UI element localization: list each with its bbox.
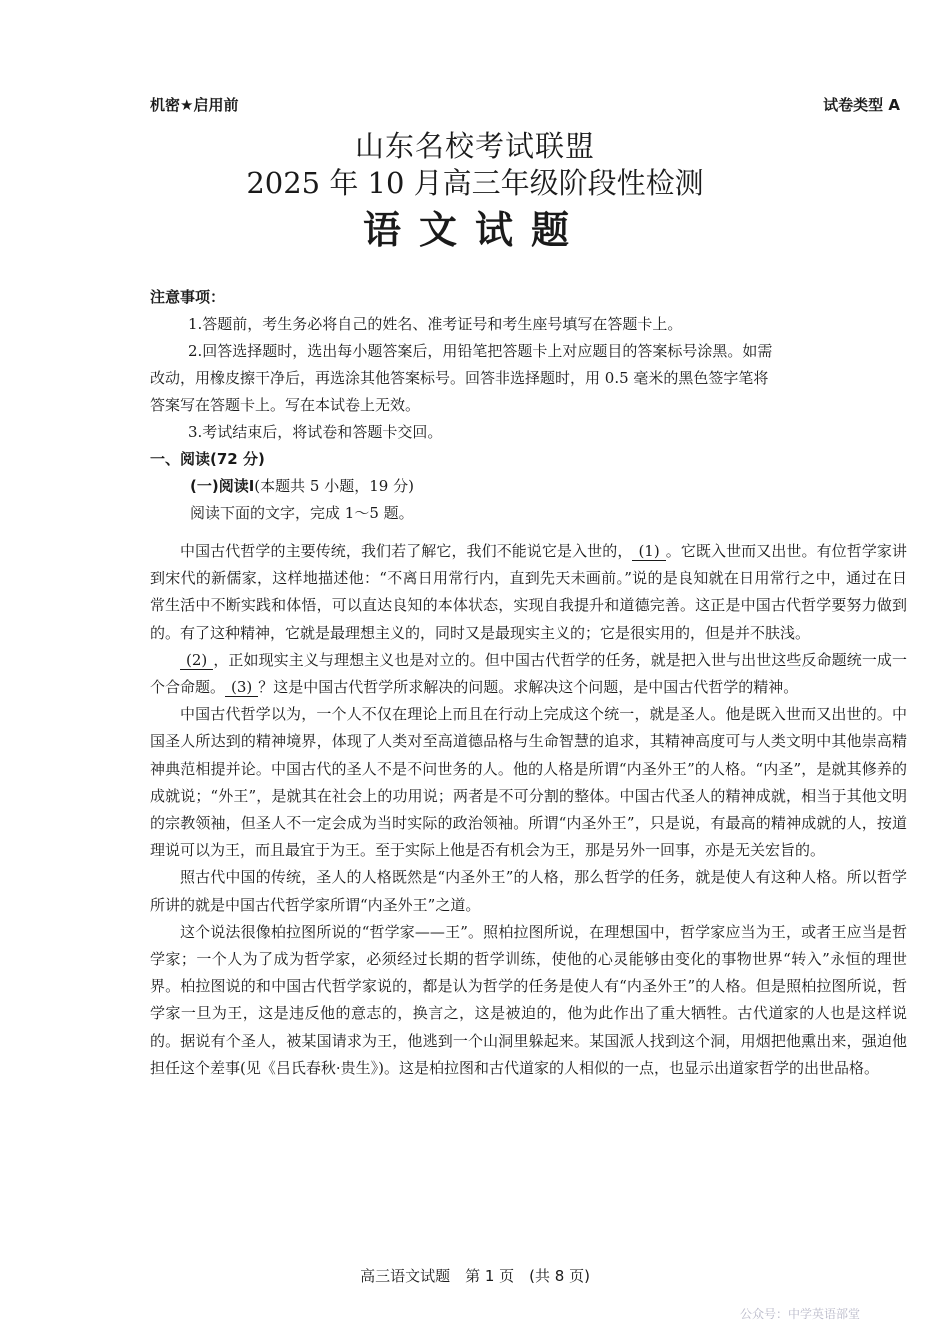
passage-paragraph-1 xyxy=(150,538,907,647)
notice-section xyxy=(150,284,912,527)
passage-text: 中国古代哲学的主要传统，我们若了解它，我们不能说它是入世的， xyxy=(180,542,633,560)
notice-item-1: 1.答题前，考生务必将自己的姓名、准考证号和考生座号填写在答题卡上。 xyxy=(188,315,683,333)
passage-paragraph-5: 这个说法很像柏拉图所说的“哲学家——王”。照柏拉图所说，在理想国中，哲学家应当为王，或者王应当是哲学家；一个人为了成为哲学家，必须经过长期的哲学训练，使他的心灵能够由变化的事物世界“转入”永恒的理世界。柏拉图说的和中国古代哲学家说的，都是认为哲学的任务是使人有“内圣外王”的人格。但是照柏拉图所说，哲学家一旦为王，这是违反他的意志的，换言之，这是被迫的，他为此作出了重大牺牲。古代道家的人也是这样说的。据说有个圣人，被某国请求为王，他逃到一个山洞里躲起来。某国派人找到这个洞，用烟把他熏出来，强迫他担任这个差事(见《吕氏春秋·贵生》)。这是柏拉图和古代道家的人相似的一点，也显示出道家哲学的出世品格。 xyxy=(150,922,907,1077)
blank-2: (2) xyxy=(180,651,213,670)
exam-date-title: 2025 年 10 月高三年级阶段性检测 xyxy=(246,166,704,200)
passage-paragraph-3: 中国古代哲学以为，一个人不仅在理论上而且在行动上完成这个统一，就是圣人。他是既入世而又出世的。中国圣人所达到的精神境界，体现了人类对至高道德品格与生命智慧的追求，其精神高度可与人类文明中其他崇高精神典范相提并论。中国古代的圣人不是不问世务的人。他的人格是所谓“内圣外王”的人格。“内圣”，是就其修养的成就说；“外王”，是就其在社会上的功用说；两者是不可分割的整体。中国古代圣人的精神成就，相当于其他文明的宗教领袖，但圣人不一定会成为当时实际的政治领袖。所谓“内圣外王”，只是说，有最高的精神成就的人，按道理说可以为王，而且最宜于为王。至于实际上他是否有机会为王，那是另外一回事，亦是无关宏旨的。 xyxy=(150,705,907,860)
passage-paragraph-4: 照古代中国的传统，圣人的人格既然是“内圣外王”的人格，那么哲学的任务，就是使人有这种人格。所以哲学所讲的就是中国古代哲学家所谓“内圣外王”之道。 xyxy=(150,868,907,914)
passage-text: ？这是中国古代哲学所求解决的问题。求解决这个问题，是中国古代哲学的精神。 xyxy=(258,678,799,697)
reading-instruction: 阅读下面的文字，完成 1～5 题。 xyxy=(190,504,414,522)
confidential-label: 机密★启用前 xyxy=(150,96,239,114)
blank-3: (3) xyxy=(225,678,258,697)
passage-text: ，正如现实主义与理想主义也是对立的。但中国古代哲学的任务，就是把入世与出世这些反命题统一成一个合命题。 xyxy=(150,650,907,697)
notice-item-3: 3.考试结束后，将试卷和答题卡交回。 xyxy=(188,423,443,441)
notice-item-2-line-1: 2.回答选择题时，选出每小题答案后，用铅笔把答题卡上对应题目的答案标号涂黑。如需 xyxy=(188,342,773,360)
notice-item-2-line-2: 改动，用橡皮擦干净后，再选涂其他答案标号。回答非选择题时，用 0.5 毫米的黑色签字笔将 xyxy=(150,369,769,387)
section-title: 一、阅读(72 分) xyxy=(150,450,265,468)
subject-title: 语文试题 xyxy=(362,208,587,252)
subsection-note: (本题共 5 小题，19 分) xyxy=(254,477,414,495)
blank-1: (1) xyxy=(632,542,665,561)
exam-union-title: 山东名校考试联盟 xyxy=(354,129,595,163)
passage-text: 。它既入世而又出世。有位哲学家讲到宋代的新儒家，这样地描述他：“不离日用常行内，直到先天未画前。”说的是良知就在日用常行之中，通过在日常生活中不断实践和体悟，可以直达良知的本体状态，实现自我提升和道德完善。这正是中国古代哲学要努力做到的。有了这种精神，它就是最理想主义的，同时又是最现实主义的；它是很实用的，但是并不肤浅。 xyxy=(150,542,907,642)
reading-passage xyxy=(150,538,907,1082)
page-footer: 高三语文试题 第 1 页 (共 8 页) xyxy=(360,1267,590,1285)
subsection-title xyxy=(150,473,912,500)
paper-type-label: 试卷类型 A xyxy=(823,96,900,114)
subsection-bold-label: (一)阅读Ⅰ xyxy=(190,477,255,495)
passage-paragraph-2 xyxy=(150,647,907,701)
notice-item-2-line-3: 答案写在答题卡上。写在本试卷上无效。 xyxy=(150,396,421,414)
watermark-text: 公众号：中学英语部堂 xyxy=(740,1307,861,1321)
notice-heading: 注意事项： xyxy=(150,288,226,306)
top-header-line xyxy=(150,94,900,115)
